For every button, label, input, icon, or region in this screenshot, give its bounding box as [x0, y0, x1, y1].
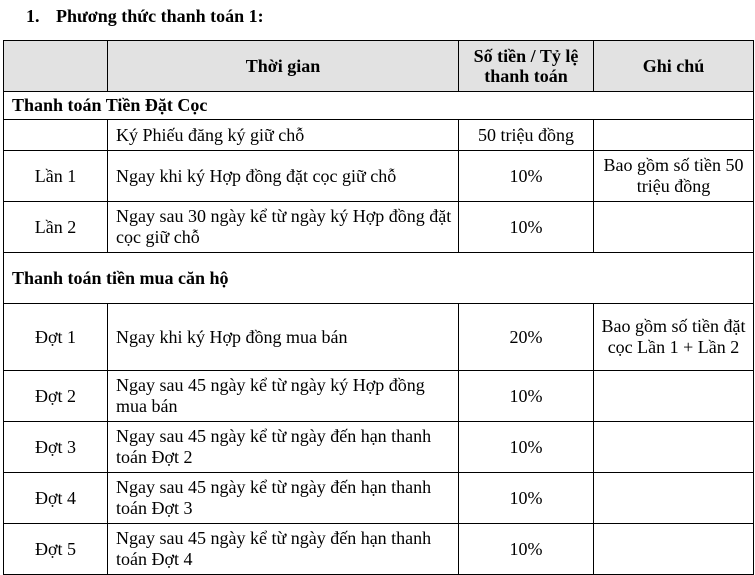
amount-cell: 10% [459, 371, 594, 422]
header-time: Thời gian [108, 41, 459, 92]
note-cell [594, 371, 754, 422]
note-cell [594, 120, 754, 151]
header-stage [4, 41, 108, 92]
amount-cell: 10% [459, 422, 594, 473]
time-cell: Ngay khi ký Hợp đồng đặt cọc giữ chỗ [108, 151, 459, 202]
header-note: Ghi chú [594, 41, 754, 92]
header-amount: Số tiền / Tỷ lệ thanh toán [459, 41, 594, 92]
section-row-deposit [4, 92, 754, 120]
time-cell: Ngay sau 45 ngày kể từ ngày đến hạn thanh toán Đợt 4 [108, 524, 459, 575]
amount-cell: 10% [459, 202, 594, 253]
section-row-purchase [4, 253, 754, 304]
table-row [4, 120, 754, 151]
time-cell: Ngay sau 45 ngày kể từ ngày đến hạn thanh toán Đợt 3 [108, 473, 459, 524]
table-row [4, 151, 754, 202]
heading-title: Phương thức thanh toán 1: [56, 6, 264, 26]
time-cell: Ký Phiếu đăng ký giữ chỗ [108, 120, 459, 151]
time-cell: Ngay sau 45 ngày kể từ ngày ký Hợp đồng mua bán [108, 371, 459, 422]
stage-cell: Đợt 3 [4, 422, 108, 473]
stage-cell: Lần 2 [4, 202, 108, 253]
payment-schedule-table [3, 40, 754, 575]
time-cell: Ngay sau 45 ngày kể từ ngày đến hạn thanh toán Đợt 2 [108, 422, 459, 473]
amount-cell: 20% [459, 304, 594, 371]
note-cell [594, 202, 754, 253]
table-header-row [4, 41, 754, 92]
stage-cell: Đợt 4 [4, 473, 108, 524]
amount-cell: 50 triệu đồng [459, 120, 594, 151]
section-heading [26, 6, 264, 27]
amount-cell: 10% [459, 473, 594, 524]
time-cell: Ngay sau 30 ngày kể từ ngày ký Hợp đồng đặt cọc giữ chỗ [108, 202, 459, 253]
table-row [4, 473, 754, 524]
note-cell [594, 524, 754, 575]
stage-cell: Đợt 5 [4, 524, 108, 575]
table-row [4, 202, 754, 253]
section-title: Thanh toán tiền mua căn hộ [4, 253, 754, 304]
table-row [4, 304, 754, 371]
note-cell: Bao gồm số tiền 50 triệu đồng [594, 151, 754, 202]
amount-cell: 10% [459, 524, 594, 575]
stage-cell: Lần 1 [4, 151, 108, 202]
note-cell: Bao gồm số tiền đặt cọc Lần 1 + Lần 2 [594, 304, 754, 371]
note-cell [594, 473, 754, 524]
stage-cell: Đợt 2 [4, 371, 108, 422]
table-row [4, 422, 754, 473]
time-cell: Ngay khi ký Hợp đồng mua bán [108, 304, 459, 371]
note-cell [594, 422, 754, 473]
heading-number: 1. [26, 6, 40, 26]
amount-cell: 10% [459, 151, 594, 202]
table-row [4, 524, 754, 575]
section-title: Thanh toán Tiền Đặt Cọc [4, 92, 754, 120]
stage-cell: Đợt 1 [4, 304, 108, 371]
stage-cell [4, 120, 108, 151]
table-row [4, 371, 754, 422]
